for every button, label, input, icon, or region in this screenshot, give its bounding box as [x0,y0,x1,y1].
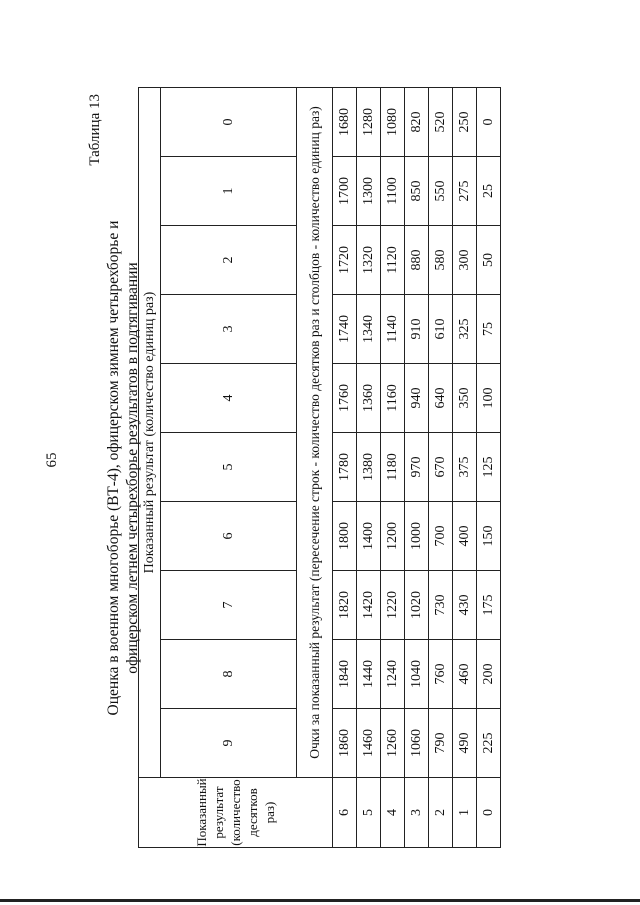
score-cell: 125 [477,433,501,502]
score-cell: 670 [429,433,453,502]
score-cell: 1820 [333,571,357,640]
score-cell: 1040 [405,640,429,709]
score-cell: 250 [453,87,477,156]
table-row [453,87,477,847]
score-cell: 880 [405,226,429,295]
unit-header-cell: 1 [161,157,297,226]
score-cell: 1080 [381,87,405,156]
table-row [405,87,429,847]
score-cell: 25 [477,157,501,226]
table-row [381,87,405,847]
unit-header-cell: 0 [161,87,297,156]
column-header-cell: Показанный результат (количество единиц раз) [139,87,161,777]
tens-value-cell: 2 [429,778,453,848]
table-row [477,87,501,847]
score-cell: 275 [453,157,477,226]
score-cell: 1340 [357,295,381,364]
unit-header-cell: 7 [161,571,297,640]
score-cell: 910 [405,295,429,364]
score-cell: 1100 [381,157,405,226]
score-cell: 1220 [381,571,405,640]
score-cell: 1400 [357,502,381,571]
rotated-table-block [86,88,506,848]
unit-header-cell: 4 [161,364,297,433]
score-cell: 375 [453,433,477,502]
tens-value-cell: 3 [405,778,429,848]
score-cell: 325 [453,295,477,364]
score-cell: 790 [429,709,453,778]
score-cell: 1200 [381,502,405,571]
score-cell: 300 [453,226,477,295]
score-cell: 1780 [333,433,357,502]
score-cell: 1260 [381,709,405,778]
score-cell: 1060 [405,709,429,778]
score-cell: 940 [405,364,429,433]
tens-value-cell: 6 [333,778,357,848]
score-cell: 1420 [357,571,381,640]
score-cell: 1160 [381,364,405,433]
score-cell: 1840 [333,640,357,709]
score-cell: 640 [429,364,453,433]
score-cell: 1800 [333,502,357,571]
score-cell: 1760 [333,364,357,433]
score-cell: 150 [477,502,501,571]
tens-value-cell: 5 [357,778,381,848]
tens-value-cell: 4 [381,778,405,848]
score-cell: 580 [429,226,453,295]
score-cell: 1140 [381,295,405,364]
score-cell: 1180 [381,433,405,502]
score-cell: 1240 [381,640,405,709]
row-header-cell: Показанный результат (количество десятков раз) [139,778,333,848]
score-cell: 1440 [357,640,381,709]
table-title [104,88,142,848]
score-cell: 0 [477,87,501,156]
score-cell: 520 [429,87,453,156]
points-subheader-cell: Очки за показанный результат (пересечение строк - количество десятков раз и столбцов - количество единиц раз) [297,87,333,777]
score-cell: 1740 [333,295,357,364]
score-cell: 350 [453,364,477,433]
page-bottom-rule [0,899,640,902]
unit-header-cell: 2 [161,226,297,295]
score-cell: 1680 [333,87,357,156]
unit-header-cell: 9 [161,709,297,778]
tens-value-cell: 1 [453,778,477,848]
page-number: 65 [44,452,60,468]
score-cell: 400 [453,502,477,571]
unit-header-cell: 6 [161,502,297,571]
score-cell: 1300 [357,157,381,226]
score-cell: 1860 [333,709,357,778]
score-cell: 610 [429,295,453,364]
score-cell: 1000 [405,502,429,571]
table-row [333,87,357,847]
score-cell: 75 [477,295,501,364]
score-cell: 970 [405,433,429,502]
scores-table [138,87,501,848]
table-caption: Таблица 13 [87,94,103,166]
score-cell: 460 [453,640,477,709]
score-cell: 1360 [357,364,381,433]
score-cell: 1700 [333,157,357,226]
score-cell: 175 [477,571,501,640]
score-cell: 700 [429,502,453,571]
score-cell: 225 [477,709,501,778]
score-cell: 1280 [357,87,381,156]
table-row [357,87,381,847]
score-cell: 550 [429,157,453,226]
score-cell: 430 [453,571,477,640]
score-cell: 820 [405,87,429,156]
score-cell: 1320 [357,226,381,295]
score-cell: 1020 [405,571,429,640]
table-row [429,87,453,847]
score-cell: 1720 [333,226,357,295]
table-title-line-1: Оценка в военном многоборье (ВТ-4), офицерском зимнем четырехборье и [105,220,122,716]
unit-header-cell: 5 [161,433,297,502]
unit-header-cell: 3 [161,295,297,364]
score-cell: 1380 [357,433,381,502]
table-title-line-2: офицерском летнем четырехборье результатов в подтягивании [124,262,141,674]
score-cell: 730 [429,571,453,640]
score-cell: 850 [405,157,429,226]
score-cell: 100 [477,364,501,433]
tens-value-cell: 0 [477,778,501,848]
score-cell: 490 [453,709,477,778]
score-cell: 200 [477,640,501,709]
score-cell: 760 [429,640,453,709]
unit-header-cell: 8 [161,640,297,709]
score-cell: 1120 [381,226,405,295]
score-cell: 50 [477,226,501,295]
score-cell: 1460 [357,709,381,778]
